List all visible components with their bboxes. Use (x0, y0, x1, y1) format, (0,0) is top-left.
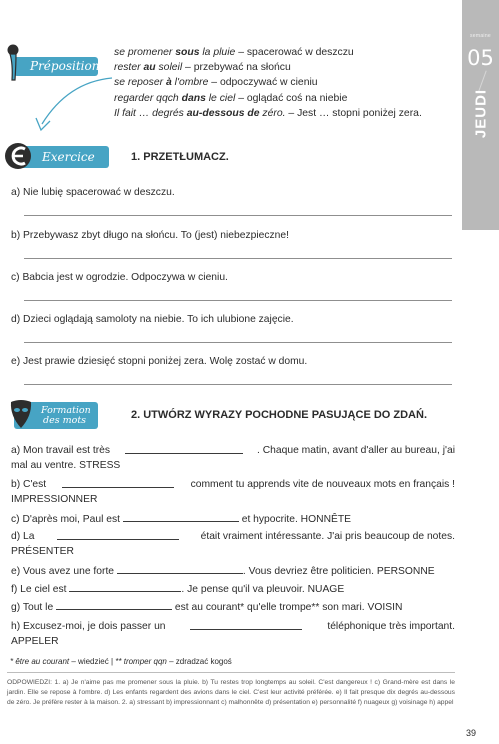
pin-icon (4, 42, 26, 82)
page-number: 39 (466, 728, 477, 738)
preposition-line: rester au soleil – przebywać na słońcu (114, 62, 291, 74)
exercise-2-title: 2. UTWÓRZ WYRAZY POCHODNE PASUJĄCE DO ZDAŃ. (131, 409, 427, 421)
day-label: JEUDI (472, 88, 490, 139)
exercise-2-item-d: d) La était vraiment intéressante. J'ai pris beaucoup de notes. PRÉSENTER (11, 531, 455, 557)
exercise-2-item-e: e) Vous avez une forte . Vous devriez être politicien. PERSONNE (11, 566, 435, 577)
exercise-2-item-a: a) Mon travail est très . Chaque matin, avant d'aller au bureau, j'ai mal au ventre. STRESS (11, 445, 455, 471)
divider (7, 672, 455, 673)
exercise-2-item-h: h) Excusez-moi, je dois passer un téléphonique très important. APPELER (11, 621, 455, 647)
exercise-badge: Exercice (14, 146, 109, 168)
preposition-line: se reposer à l'ombre – odpoczywać w cieniu (114, 77, 318, 89)
curved-arrow-icon (28, 74, 118, 138)
preposition-line: se promener sous la pluie – spacerować w deszczu (114, 47, 354, 58)
exercise-1-item-a: a) Nie lubię spacerować w deszczu. (11, 187, 175, 198)
blank-field[interactable] (62, 478, 174, 488)
exercise-2-item-c: c) D'après moi, Paul est et hypocrite. HONNÊTE (11, 514, 352, 525)
footnote: * être au courant – wiedzieć | ** tromper qqn – zdradzać kogoś (10, 657, 232, 666)
exercise-1-item-b: b) Przebywasz zbyt długo na słońcu. To (jest) niebezpieczne! (11, 230, 289, 241)
exercise-1-item-e: e) Jest prawie dziesięć stopni poniżej zera. Wolę zostać w domu. (11, 356, 308, 367)
e-circle-icon (4, 140, 36, 172)
badge-line-2: des mots (43, 415, 87, 426)
mask-icon (8, 398, 34, 430)
exercise-2-item-b: b) C'est comment tu apprends vite de nouveaux mots en français ! IMPRESSIONNER (11, 479, 455, 505)
answer-line[interactable] (24, 384, 452, 385)
week-label: semaine (470, 33, 491, 39)
exercise-2-item-f: f) Le ciel est . Je pense qu'il va pleuvoir. NUAGE (11, 584, 345, 595)
preposition-line: Il fait … degrés au-dessous de zéro. – Jest … stopni poniżej zera. (114, 107, 422, 119)
exercise-1-item-c: c) Babcia jest w ogrodzie. Odpoczywa w cieniu. (11, 272, 228, 283)
prepositions-badge: Prépositions (14, 57, 98, 76)
answer-line[interactable] (24, 342, 452, 343)
blank-field[interactable] (69, 582, 181, 592)
blank-field[interactable] (56, 600, 172, 610)
blank-field[interactable] (125, 444, 243, 454)
blank-field[interactable] (117, 564, 243, 574)
exercise-2-item-g: g) Tout le est au courant* qu'elle trompe** son mari. VOISIN (11, 602, 403, 613)
answer-line[interactable] (24, 215, 452, 216)
answer-line[interactable] (24, 258, 452, 259)
prepositions-list (114, 45, 422, 121)
preposition-line: regarder qqch dans le ciel – oglądać coś na niebie (114, 92, 348, 104)
exercise-1-item-d: d) Dzieci oglądają samoloty na niebie. To ich ulubione zajęcie. (11, 314, 294, 325)
day-tab (462, 0, 499, 230)
exercise-1-title: 1. PRZETŁUMACZ. (131, 151, 229, 163)
blank-field[interactable] (190, 620, 302, 630)
week-number: 05 (467, 46, 494, 70)
answer-key: ODPOWIEDZI: 1. a) Je n'aime pas me promener sous la pluie. b) Tu restes trop longtemps au soleil. C'est dangereux ! c) Grand-mère est dans le jardin. Elle se repose à l'ombre. d) Les enfants regardent des avions dans le ciel. C'est leur activité préférée. e) Il fait presque dix degrés au-dessous de zéro. Je préfère rester à la maison. 2. a) stressant b) impressionnant c) malhonnête d) présentation e) personnalité f) nuageux g) voisinage h) appel (7, 679, 455, 706)
blank-field[interactable] (57, 530, 179, 540)
badge-line-1: Formation (41, 405, 91, 416)
answer-line[interactable] (24, 300, 452, 301)
blank-field[interactable] (123, 512, 239, 522)
